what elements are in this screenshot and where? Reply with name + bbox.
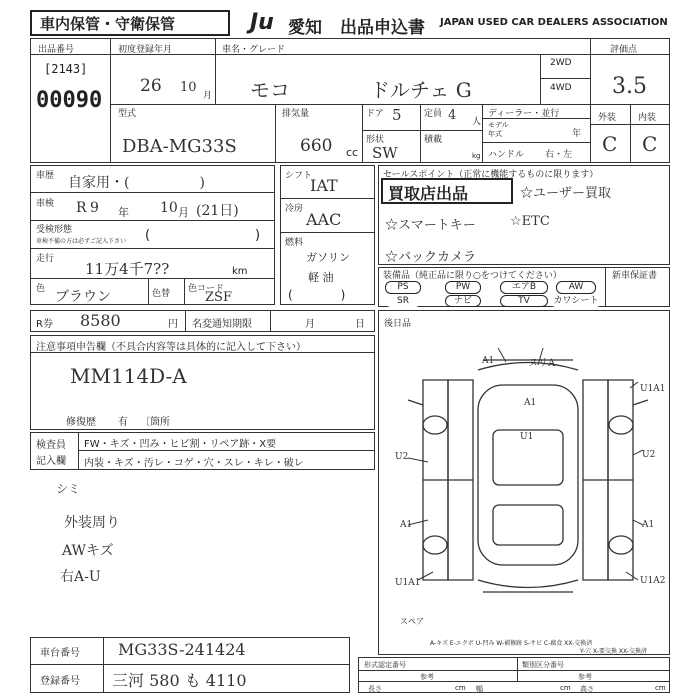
car-name: モコ: [250, 78, 290, 102]
inspector-label-2: 記入欄: [36, 456, 66, 467]
mark-a1-left: A1: [400, 520, 413, 530]
car-diagram: [378, 340, 670, 640]
deadline-month-unit: 月: [305, 319, 315, 330]
history-value: 自家用・( ): [68, 175, 205, 191]
inspection-day: (21日): [196, 203, 239, 219]
mark-nuri-a: ヌリA: [528, 358, 556, 369]
shift-value: IAT: [310, 176, 338, 195]
drive-2wd: 2WD: [550, 58, 572, 68]
height-unit: cm: [655, 684, 666, 692]
registration-month: 10: [180, 80, 197, 95]
capacity-label: 定員: [424, 109, 443, 119]
inspector-row-2: 内装・キズ・汚レ・コゲ・穴・スレ・キレ・破レ: [84, 458, 304, 469]
mark-a1-right: A1: [642, 520, 655, 530]
mark-a1-front: A1: [524, 398, 537, 408]
warranty-label: 新車保証書: [612, 271, 658, 281]
equip-pw: PW: [445, 281, 481, 294]
form-title: 出品申込書: [340, 18, 425, 38]
fuel-gasoline: ガソリン: [306, 251, 350, 264]
mileage-value: 11万4千7??: [85, 260, 170, 278]
recycle-unit: 円: [168, 319, 178, 330]
drive-4wd: 4WD: [550, 83, 572, 93]
notes-label: 注意事項申告欄（不具合内容等は具体的に記入して下さい）: [36, 342, 306, 353]
model-label: 型式: [118, 109, 137, 119]
handle-value: 右・左: [545, 150, 573, 160]
receive-label: 受検形態: [36, 225, 73, 235]
storage-label: 車内保管・守衛保管: [40, 15, 176, 33]
deadline-label: 名変通知期限: [192, 319, 252, 330]
fuel-label: 燃料: [285, 238, 304, 248]
receive-note: 車検不備の方は必ずご記入下さい: [36, 238, 127, 245]
registration-year: 26: [140, 76, 162, 96]
class-number-label: 類別区分番号: [522, 661, 564, 669]
equip-ps: PS: [385, 281, 421, 294]
model-year-label: モデル 年式: [488, 121, 509, 138]
mark-u1a2-rear: U1A2: [640, 576, 666, 586]
doors-value: 5: [392, 106, 402, 124]
spare-label: スペア: [400, 617, 424, 626]
lot-sub-number: [2143]: [44, 62, 88, 76]
interior-grade: C: [642, 132, 658, 156]
diagram-legend-2: Y-穴 X-要交換 XX-交換済: [580, 648, 647, 655]
lot-number: 00090: [36, 88, 103, 113]
car-label: 車名・グレード: [222, 45, 286, 55]
kg-unit: kg: [472, 152, 481, 160]
ac-value: AAC: [306, 210, 342, 229]
sales-item-4: ☆バックカメラ: [385, 250, 477, 265]
colorcode-value: ZSF: [205, 290, 232, 305]
height-label: 高さ: [580, 685, 594, 693]
car-grade: ドルチェ G: [370, 78, 472, 102]
inspection-month-unit: 月: [178, 206, 189, 219]
repair-value: 有: [118, 417, 128, 428]
color-value: ブラウン: [55, 289, 111, 305]
ac-label: 冷房: [285, 204, 304, 214]
shape-value: SW: [372, 144, 398, 162]
dealer-label: ディーラー・並行: [488, 109, 560, 119]
mark-u2-left: U2: [395, 452, 409, 462]
shift-label: シフト: [285, 171, 313, 181]
notes-text: MM114D-A: [70, 364, 187, 388]
displacement-value: 660: [300, 136, 333, 156]
diagram-label: 後日品: [384, 319, 412, 329]
mark-u1a1-right: U1A1: [640, 384, 666, 394]
inspection-year-unit: 年: [118, 206, 129, 219]
plate-value: 三河 580 も 4110: [112, 671, 247, 690]
length-unit: cm: [455, 684, 466, 692]
ref-label-right: 参考: [578, 673, 592, 681]
handle-label: ハンドル: [488, 150, 525, 160]
colorcode-label: 色コード: [188, 284, 225, 294]
ju-logo: Ju: [250, 10, 274, 35]
mark-u1a1-rear: U1A1: [395, 578, 421, 588]
doors-label: ドア: [366, 109, 384, 119]
inspector-note-4: 右A-U: [60, 569, 101, 585]
deadline-day-unit: 日: [355, 319, 365, 330]
width-unit: cm: [560, 684, 571, 692]
org-name: 愛知: [288, 18, 322, 38]
sales-point-label: セールスポイント（正常に機能するものに限ります）: [383, 170, 599, 180]
capacity-value: 4: [448, 108, 457, 123]
inspection-era: R: [76, 200, 87, 216]
capacity-unit: 人: [472, 117, 482, 127]
equip-tv: TV: [500, 295, 548, 307]
colorway-label: 色替: [152, 289, 171, 299]
repair-location-label: 〔箇所: [140, 417, 170, 428]
plate-label: 登録番号: [40, 676, 80, 687]
inspector-note-3: AWキズ: [62, 543, 114, 559]
recycle-label: R券: [36, 319, 53, 330]
chassis-value: MG33S-241424: [118, 640, 246, 659]
history-label: 車歴: [36, 171, 55, 181]
lot-label: 出品番号: [38, 45, 75, 55]
inspector-row-1: FW・キズ・凹み・ヒビ割・リペア跡・X要: [84, 439, 277, 450]
cert-number-label: 形式認定番号: [364, 661, 406, 669]
inspector-note-2: 外装周り: [64, 515, 120, 531]
sales-item-2: ☆スマートキー: [385, 218, 476, 233]
shape-label: 形状: [366, 135, 385, 145]
registration-label: 初度登録年月: [118, 45, 173, 55]
exterior-label: 外装: [598, 113, 617, 123]
sales-item-3: ☆ETC: [510, 214, 550, 229]
mark-u1-roof: U1: [520, 432, 534, 442]
chassis-label: 車台番号: [40, 648, 80, 659]
cc-unit: cc: [346, 146, 359, 159]
equip-airbag: エアB: [500, 281, 548, 294]
inspector-note-1: シミ: [56, 482, 81, 496]
repair-label: 修復歴: [66, 417, 96, 428]
registration-month-unit: 月: [203, 91, 213, 101]
equip-navi: ナビ: [445, 295, 481, 307]
evaluation-score: 3.5: [612, 74, 647, 99]
fuel-light-oil: 軽 油: [308, 271, 334, 284]
width-label: 幅: [476, 685, 483, 693]
ref-label-left: 参考: [420, 673, 434, 681]
diagram-legend-1: A-キズ E-エクボ U-凹み W-補修跡 S-サビ C-腐食 XX-交換済: [430, 640, 593, 647]
exterior-grade: C: [602, 132, 618, 156]
evaluation-label: 評価点: [610, 45, 638, 55]
displacement-label: 排気量: [282, 109, 310, 119]
mark-u2-right: U2: [642, 450, 656, 460]
fuel-paren: ( ): [288, 288, 346, 302]
load-label: 積載: [424, 135, 443, 145]
mileage-label: 走行: [36, 254, 55, 264]
equip-aw: AW: [556, 281, 596, 294]
receive-paren-open: (: [145, 228, 151, 243]
length-label: 長さ: [368, 685, 382, 693]
year-unit: 年: [572, 129, 582, 139]
inspector-label-1: 検査員: [36, 440, 66, 451]
buyback-badge: 買取店出品: [388, 184, 469, 203]
sales-item-1: ☆ユーザー買取: [520, 186, 612, 201]
equipment-label: 装備品（純正品に限り○をつけてください）: [383, 271, 562, 281]
inspection-year: 9: [90, 200, 99, 216]
interior-label: 内装: [638, 113, 657, 123]
receive-paren-close: ): [255, 228, 261, 243]
recycle-amount: 8580: [80, 311, 121, 330]
mark-a1-top: A1: [482, 356, 495, 366]
color-label: 色: [36, 284, 46, 294]
model-value: DBA-MG33S: [122, 136, 237, 157]
equip-seat: カワシート: [550, 295, 602, 307]
inspection-month: 10: [160, 200, 178, 216]
km-unit: km: [232, 266, 248, 277]
equip-sr: SR: [385, 295, 421, 307]
inspection-label: 車検: [36, 199, 55, 209]
association-name: JAPAN USED CAR DEALERS ASSOCIATION: [440, 17, 668, 28]
